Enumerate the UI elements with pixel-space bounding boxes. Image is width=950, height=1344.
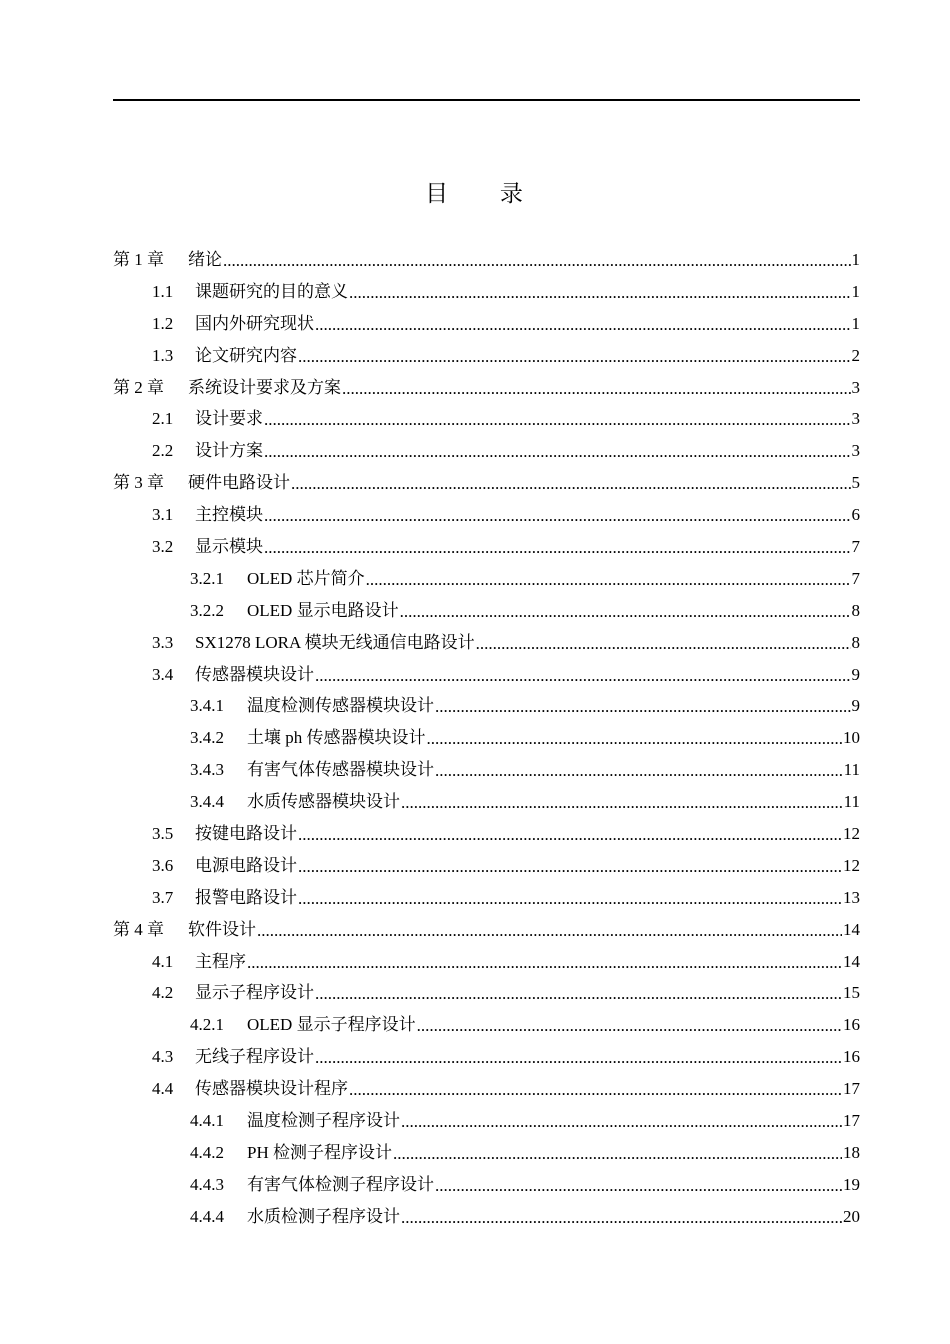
toc-entry-label: 电源电路设计 (195, 855, 297, 875)
toc-entry-number: 3.4 (152, 664, 174, 684)
toc-dot-leader (291, 474, 851, 494)
toc-entry-number: 第 2 章 (113, 377, 164, 397)
toc-entry-label: 传感器模块设计程序 (195, 1079, 348, 1099)
toc-dot-leader (401, 1208, 842, 1228)
toc-entry[interactable] (113, 340, 860, 372)
toc-entry-number: 2.2 (152, 441, 174, 461)
toc-entry-page: 3 (851, 441, 860, 461)
toc-dot-leader (342, 379, 851, 399)
toc-entry-number: 1.3 (152, 345, 174, 365)
toc-dot-leader (349, 1080, 842, 1100)
toc-entry[interactable] (113, 627, 860, 659)
toc-entry[interactable] (113, 595, 860, 627)
toc-entry-label: 水质传感器模块设计 (247, 792, 400, 812)
toc-entry[interactable] (113, 786, 860, 818)
toc-entry-label: 绪论 (188, 250, 222, 269)
toc-dot-leader (315, 315, 851, 335)
toc-dot-leader (315, 1048, 842, 1068)
toc-entry[interactable] (113, 531, 860, 563)
toc-entry[interactable] (113, 914, 860, 946)
toc-entry-number: 1.2 (152, 313, 174, 333)
toc-entry[interactable] (113, 754, 860, 786)
toc-entry-label: 水质检测子程序设计 (247, 1206, 400, 1226)
toc-entry-number: 3.1 (152, 505, 174, 525)
toc-entry-label: 土壤 ph 传感器模块设计 (247, 728, 426, 748)
toc-entry-page: 3 (851, 409, 860, 429)
toc-entry-page: 12 (843, 855, 860, 875)
toc-entry-page: 16 (843, 1015, 860, 1035)
toc-title: 目 录 (425, 181, 525, 206)
toc-entry-number: 3.6 (152, 855, 174, 875)
toc-dot-leader (223, 251, 851, 271)
toc-entry-number: 4.4.2 (190, 1142, 224, 1162)
toc-entry-number: 第 3 章 (113, 473, 164, 493)
toc-entry[interactable] (113, 1105, 860, 1137)
toc-dot-leader (476, 634, 851, 654)
toc-entry-number: 3.4.1 (190, 696, 224, 716)
toc-dot-leader (349, 283, 851, 303)
toc-entry-page: 9 (851, 696, 860, 716)
toc-entry-label: 硬件电路设计 (188, 473, 290, 493)
toc-dot-leader (315, 984, 842, 1004)
toc-entry-number: 3.4.3 (190, 760, 224, 780)
toc-entry[interactable] (113, 499, 860, 531)
toc-entry[interactable] (113, 1041, 860, 1073)
toc-entry[interactable] (113, 1073, 860, 1105)
toc-entry-number: 4.2.1 (190, 1015, 224, 1035)
toc-entry-label: OLED 显示电路设计 (247, 600, 399, 620)
toc-entry-label: OLED 显示子程序设计 (247, 1015, 416, 1035)
toc-entry-label: 显示子程序设计 (195, 983, 314, 1003)
toc-entry-page: 13 (843, 887, 860, 907)
toc-entry-label: OLED 芯片简介 (247, 568, 365, 588)
toc-entry-label: 无线子程序设计 (195, 1047, 314, 1067)
toc-dot-leader (401, 1112, 842, 1132)
toc-entry-page: 8 (851, 600, 860, 620)
toc-entry-label: 传感器模块设计 (195, 664, 314, 684)
toc-entry-number: 4.4.3 (190, 1174, 224, 1194)
toc-dot-leader (298, 857, 842, 877)
toc-dot-leader (417, 1016, 842, 1036)
toc-entry-page: 1 (851, 250, 860, 269)
toc-entry-number: 3.7 (152, 887, 174, 907)
toc-entry-page: 16 (843, 1047, 860, 1067)
toc-dot-leader (315, 666, 851, 686)
toc-entry-number: 3.2.1 (190, 568, 224, 588)
toc-entry-label: 按键电路设计 (195, 824, 297, 844)
toc-list (113, 244, 860, 1233)
toc-dot-leader (366, 570, 851, 590)
toc-entry-number: 第 1 章 (113, 250, 164, 269)
toc-entry[interactable] (113, 946, 860, 978)
toc-entry[interactable] (113, 722, 860, 754)
toc-dot-leader (298, 889, 842, 909)
toc-entry-number: 3.2.2 (190, 600, 224, 620)
toc-entry-label: 报警电路设计 (195, 887, 297, 907)
toc-entry-page: 6 (851, 505, 860, 525)
toc-entry[interactable] (113, 276, 860, 308)
toc-entry-label: 主控模块 (195, 505, 263, 525)
toc-dot-leader (435, 1176, 842, 1196)
toc-entry-page: 10 (843, 728, 860, 748)
toc-entry-number: 2.1 (152, 409, 174, 429)
toc-entry-page: 7 (851, 537, 860, 557)
toc-entry-page: 15 (843, 983, 860, 1003)
toc-entry-label: PH 检测子程序设计 (247, 1142, 392, 1162)
toc-entry-number: 1.1 (152, 281, 174, 301)
toc-entry[interactable] (113, 690, 860, 722)
header-rule (113, 99, 860, 101)
toc-entry-page: 14 (843, 919, 860, 939)
toc-dot-leader (427, 729, 843, 749)
toc-entry-label: 温度检测传感器模块设计 (247, 696, 434, 716)
toc-entry[interactable] (113, 882, 860, 914)
toc-entry-page: 9 (851, 664, 860, 684)
toc-entry-label: 温度检测子程序设计 (247, 1111, 400, 1131)
toc-entry-page: 17 (843, 1079, 860, 1099)
toc-dot-leader (257, 921, 842, 941)
toc-entry-page: 3 (851, 377, 860, 397)
toc-entry-label: 软件设计 (188, 919, 256, 939)
toc-entry-page: 14 (843, 951, 860, 971)
toc-entry-number: 3.4.4 (190, 792, 224, 812)
toc-entry[interactable] (113, 1201, 860, 1233)
toc-entry-page: 17 (843, 1111, 860, 1131)
toc-entry-page: 2 (851, 345, 860, 365)
toc-dot-leader (393, 1144, 842, 1164)
toc-dot-leader (298, 347, 851, 367)
toc-entry-label: 国内外研究现状 (195, 313, 314, 333)
toc-entry-label: 主程序 (195, 951, 246, 971)
toc-entry-label: SX1278 LORA 模块无线通信电路设计 (195, 632, 475, 652)
toc-entry[interactable] (113, 563, 860, 595)
toc-dot-leader (264, 506, 851, 526)
toc-entry-page: 11 (843, 792, 860, 812)
toc-entry[interactable] (113, 372, 860, 404)
toc-entry-page: 11 (843, 760, 860, 780)
toc-entry-number: 4.4 (152, 1079, 174, 1099)
toc-dot-leader (400, 602, 851, 622)
toc-entry-number: 3.5 (152, 824, 174, 844)
toc-entry-number: 3.2 (152, 537, 174, 557)
toc-entry[interactable] (113, 659, 860, 691)
toc-entry-page: 20 (843, 1206, 860, 1226)
toc-dot-leader (264, 538, 851, 558)
toc-entry-page: 18 (843, 1142, 860, 1162)
toc-entry-page: 1 (851, 281, 860, 301)
toc-dot-leader (435, 697, 851, 717)
toc-entry-page: 1 (851, 313, 860, 333)
toc-entry[interactable] (113, 818, 860, 850)
toc-entry-label: 有害气体传感器模块设计 (247, 760, 434, 780)
toc-entry-page: 5 (851, 473, 860, 493)
toc-entry[interactable] (113, 435, 860, 467)
toc-dot-leader (247, 953, 842, 973)
toc-dot-leader (401, 793, 843, 813)
toc-entry-label: 论文研究内容 (195, 345, 297, 365)
toc-entry-label: 设计方案 (195, 441, 263, 461)
toc-entry-number: 4.3 (152, 1047, 174, 1067)
toc-entry[interactable] (113, 1169, 860, 1201)
toc-entry-page: 12 (843, 824, 860, 844)
toc-entry-number: 第 4 章 (113, 919, 164, 939)
toc-entry[interactable] (113, 1137, 860, 1169)
toc-entry-page: 7 (851, 568, 860, 588)
toc-entry-label: 系统设计要求及方案 (188, 377, 341, 397)
toc-dot-leader (298, 825, 842, 845)
toc-entry-number: 3.3 (152, 632, 174, 652)
toc-entry-label: 课题研究的目的意义 (195, 281, 348, 301)
toc-entry[interactable] (113, 308, 860, 340)
toc-entry[interactable] (113, 403, 860, 435)
toc-entry[interactable] (113, 850, 860, 882)
toc-dot-leader (264, 410, 851, 430)
toc-dot-leader (264, 442, 851, 462)
toc-entry-number: 4.2 (152, 983, 174, 1003)
toc-entry-number: 3.4.2 (190, 728, 224, 748)
toc-entry-page: 8 (851, 632, 860, 652)
toc-dot-leader (435, 761, 843, 781)
toc-entry[interactable] (113, 467, 860, 499)
toc-entry-label: 显示模块 (195, 537, 263, 557)
toc-entry-label: 有害气体检测子程序设计 (247, 1174, 434, 1194)
toc-entry[interactable] (113, 1009, 860, 1041)
toc-entry-number: 4.1 (152, 951, 174, 971)
toc-entry[interactable] (113, 977, 860, 1009)
toc-entry-number: 4.4.1 (190, 1111, 224, 1131)
toc-entry[interactable] (113, 244, 860, 276)
toc-entry-label: 设计要求 (195, 409, 263, 429)
toc-entry-page: 19 (843, 1174, 860, 1194)
toc-entry-number: 4.4.4 (190, 1206, 224, 1226)
